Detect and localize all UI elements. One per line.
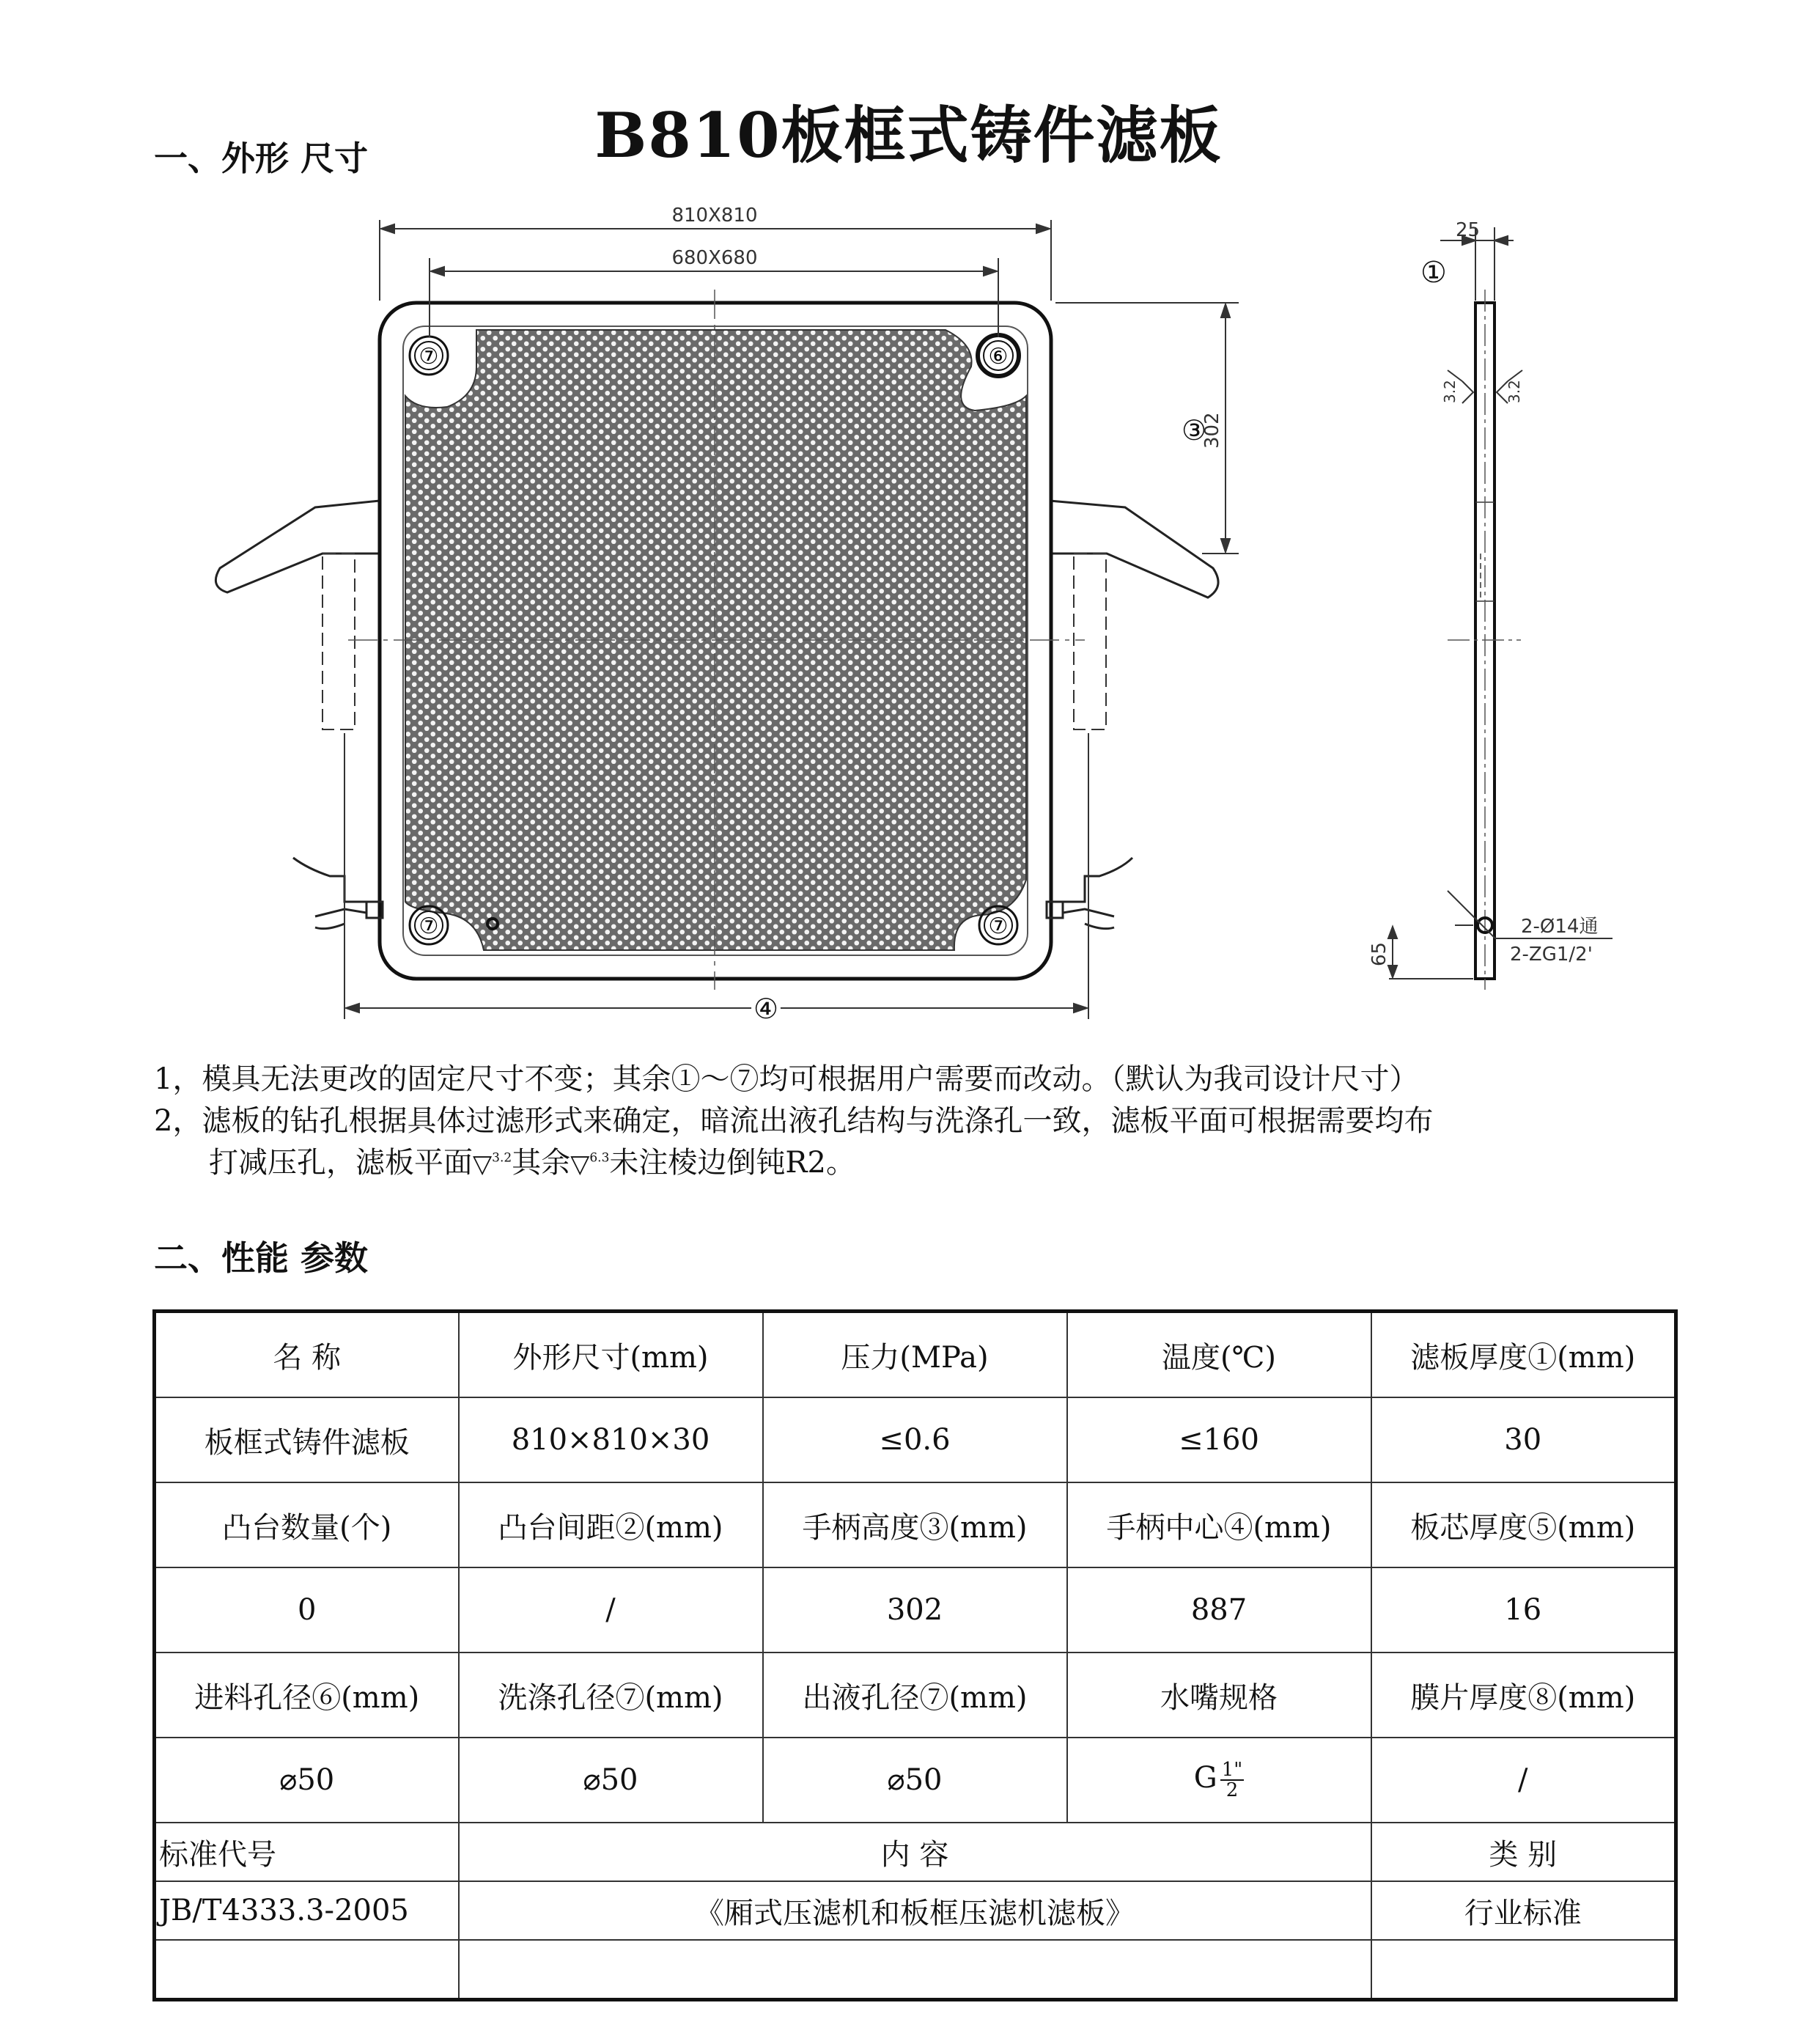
table-cell: 887 [1067, 1567, 1371, 1653]
table-cell: 板框式铸件滤板 [155, 1397, 459, 1482]
roughness-icon: ▽ [473, 1150, 493, 1179]
table-cell: 内 容 [459, 1823, 1371, 1881]
table-cell: ≤160 [1067, 1397, 1371, 1482]
table-cell: ⌀50 [763, 1738, 1067, 1823]
table-cell: 进料孔径⑥(mm) [155, 1653, 459, 1738]
table-cell: 外形尺寸(mm) [459, 1312, 763, 1398]
table-cell: 类 别 [1371, 1823, 1676, 1881]
table-row [155, 1940, 1676, 2000]
dim-outer-label: 810X810 [671, 205, 758, 227]
table-cell: 行业标准 [1371, 1881, 1676, 1940]
table-cell: 压力(MPa) [763, 1312, 1067, 1398]
table-cell: 凸台数量(个) [155, 1482, 459, 1567]
table-row [155, 1823, 1676, 1881]
table-cell: 16 [1371, 1567, 1676, 1653]
spec-table [152, 1309, 1678, 2001]
table-cell: 810×810×30 [459, 1397, 763, 1482]
table-row [155, 1653, 1676, 1738]
dim-inner-label: 680X680 [671, 247, 758, 269]
note-line-1: 1，模具无法更改的固定尺寸不变；其余①～⑦均可根据用户需要而改动。（默认为我司设计尺寸） [154, 1062, 1419, 1096]
table-cell: 凸台间距②(mm) [459, 1482, 763, 1567]
table-cell: 水嘴规格 [1067, 1653, 1371, 1738]
table-cell: 0 [155, 1567, 459, 1653]
fraction: $\frac{1"}{2}$ [1221, 1759, 1243, 1801]
table-cell: 洗涤孔径⑦(mm) [459, 1653, 763, 1738]
mark-3: ③ [1182, 414, 1207, 446]
table-cell: 手柄中心④(mm) [1067, 1482, 1371, 1567]
table-row [155, 1397, 1676, 1482]
table-cell: / [1371, 1738, 1676, 1823]
note-line-3: 打减压孔，滤板平面▽$^{3.2}$其余▽$^{6.3}$未注棱边倒钝R2。 [209, 1146, 855, 1180]
table-cell: 30 [1371, 1397, 1676, 1482]
section-heading-performance: 二、性能 参数 [154, 1238, 369, 1278]
dim-302-label: 302 [1201, 412, 1223, 449]
table-cell: ⌀50 [459, 1738, 763, 1823]
svg-text:⑦: ⑦ [419, 913, 439, 939]
dim-outlet-label: 65 [1368, 941, 1390, 966]
hole-note-2: 2-ZG1/2' [1510, 944, 1593, 966]
table-cell: 出液孔径⑦(mm) [763, 1653, 1067, 1738]
table-cell-nozzle: G $\frac{1"}{2}$ [1067, 1738, 1371, 1823]
table-cell: JB/T4333.3-2005 [155, 1881, 459, 1940]
right-handle [1050, 501, 1218, 598]
table-row [155, 1881, 1676, 1940]
table-cell: / [459, 1567, 763, 1653]
svg-text:3.2: 3.2 [1505, 380, 1523, 403]
table-row [155, 1312, 1676, 1398]
table-row [155, 1738, 1676, 1823]
svg-text:⑦: ⑦ [988, 913, 1009, 939]
table-row [155, 1567, 1676, 1653]
hole-note-1: 2-Ø14通 [1521, 916, 1599, 938]
table-cell: 名 称 [155, 1312, 459, 1398]
svg-text:3.2: 3.2 [1441, 380, 1459, 403]
page-title: B810板框式铸件滤板 [594, 99, 1223, 172]
table-cell: 302 [763, 1567, 1067, 1653]
roughness-icon: ▽ [570, 1150, 590, 1179]
table-cell: ≤0.6 [763, 1397, 1067, 1482]
mark-1: ① [1420, 256, 1447, 290]
mark-4: ④ [753, 993, 779, 1025]
table-cell: 板芯厚度⑤(mm) [1371, 1482, 1676, 1567]
dim-thickness-label: 25 [1456, 219, 1481, 241]
table-cell: 滤板厚度①(mm) [1371, 1312, 1676, 1398]
table-cell: 温度(℃) [1067, 1312, 1371, 1398]
table-cell: 膜片厚度⑧(mm) [1371, 1653, 1676, 1738]
table-row [155, 1482, 1676, 1567]
table-cell: ⌀50 [155, 1738, 459, 1823]
section-heading-dimensions: 一、外形 尺寸 [154, 139, 369, 178]
note-line-2: 2，滤板的钻孔根据具体过滤形式来确定，暗流出液孔结构与洗涤孔一致，滤板平面可根据需要均布 [154, 1104, 1434, 1138]
svg-text:⑦: ⑦ [419, 344, 439, 370]
table-cell: 《厢式压滤机和板框压滤机滤板》 [459, 1881, 1371, 1940]
table-cell: 手柄高度③(mm) [763, 1482, 1067, 1567]
table-cell: 标准代号 [155, 1823, 459, 1881]
svg-text:⑥: ⑥ [988, 344, 1009, 370]
